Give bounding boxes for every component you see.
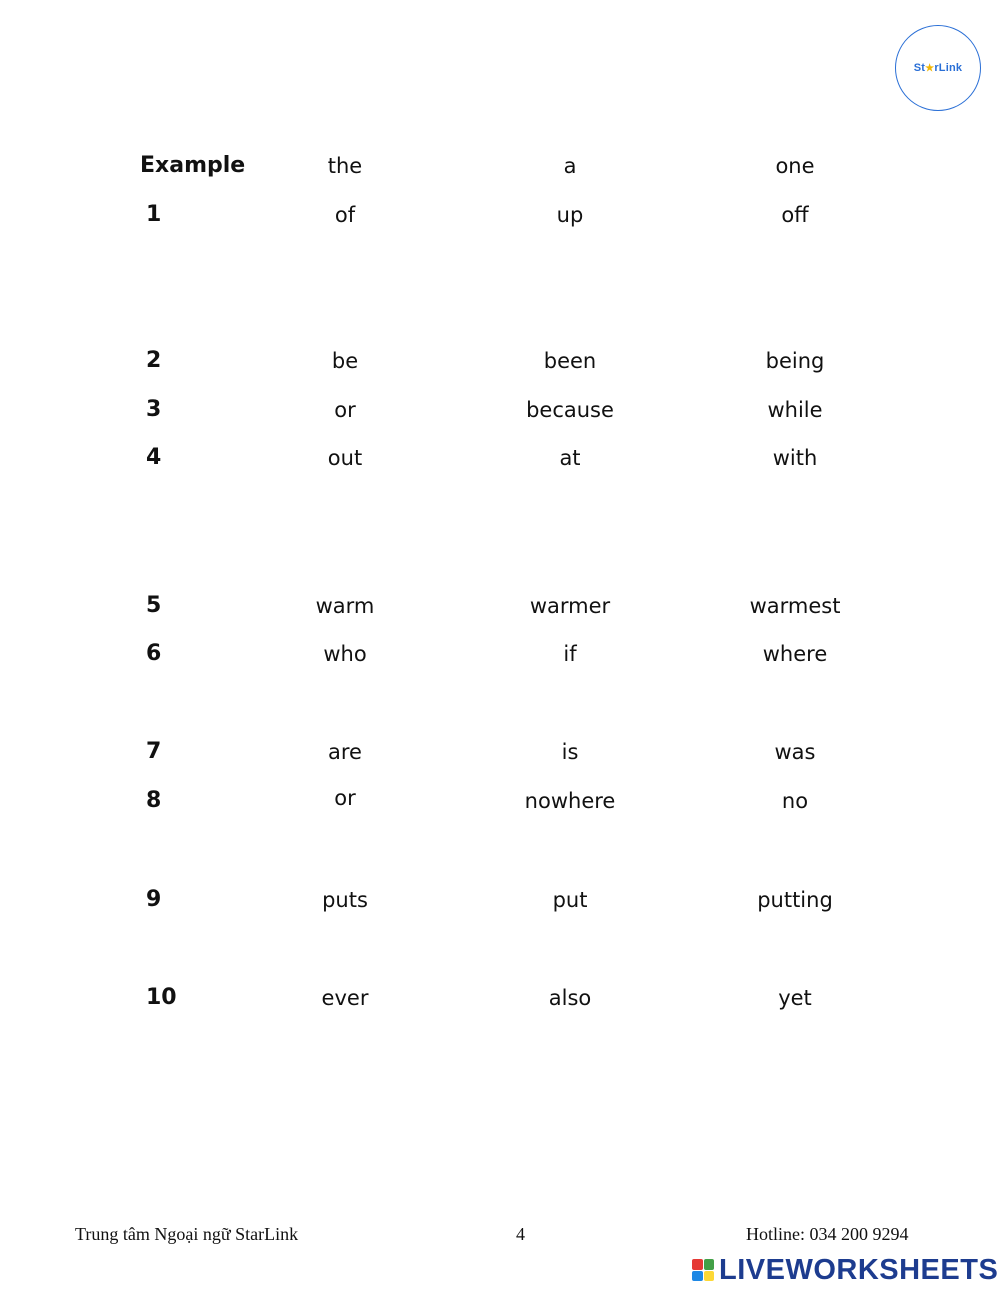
liveworksheets-icon — [692, 1259, 714, 1281]
word-option-3[interactable]: yet — [778, 986, 812, 1010]
word-option-2[interactable]: put — [552, 888, 588, 912]
word-option-2[interactable]: nowhere — [524, 789, 616, 813]
row-label: 9 — [146, 887, 162, 912]
row-label: 4 — [146, 445, 162, 470]
question-row-8 — [0, 783, 1000, 819]
word-option-3[interactable]: while — [767, 398, 823, 422]
word-option-1[interactable]: be — [331, 349, 359, 373]
word-option-2[interactable]: been — [543, 349, 597, 373]
word-option-1[interactable]: ever — [321, 986, 369, 1010]
word-option-3: one — [775, 154, 815, 178]
word-option-1[interactable]: are — [328, 740, 362, 764]
footer-center-name: Trung tâm Ngoại ngữ StarLink — [75, 1224, 299, 1244]
word-option-1[interactable]: out — [327, 446, 363, 470]
question-row-6 — [0, 636, 1000, 672]
word-option-1[interactable]: of — [334, 203, 356, 227]
question-row-7 — [0, 734, 1000, 770]
question-row-2 — [0, 343, 1000, 379]
word-option-2[interactable]: at — [559, 446, 581, 470]
row-label: 5 — [146, 593, 162, 618]
word-option-2[interactable]: also — [548, 986, 592, 1010]
starlink-logo — [895, 25, 981, 111]
word-option-2[interactable]: warmer — [529, 594, 611, 618]
liveworksheets-watermark — [692, 1253, 998, 1287]
page-number: 4 — [516, 1224, 525, 1244]
question-row-1 — [0, 197, 1000, 233]
logo-text-end: rLink — [934, 62, 963, 74]
word-option-3[interactable]: where — [762, 642, 828, 666]
row-label: 2 — [146, 348, 162, 373]
logo-text-start: St — [913, 62, 926, 74]
row-label: 6 — [146, 641, 162, 666]
word-option-1: the — [327, 154, 363, 178]
word-option-1[interactable]: puts — [322, 888, 368, 912]
row-label: 3 — [146, 397, 162, 422]
word-option-2[interactable]: if — [563, 642, 577, 666]
question-row-3 — [0, 392, 1000, 428]
star-icon: ★ — [925, 62, 935, 74]
row-label: 7 — [146, 739, 162, 764]
word-option-3[interactable]: with — [772, 446, 818, 470]
word-option-3[interactable]: no — [781, 789, 809, 813]
word-option-1[interactable]: or — [334, 398, 356, 422]
row-label: 1 — [146, 202, 162, 227]
word-option-3[interactable]: off — [781, 203, 809, 227]
example-row — [0, 148, 1000, 184]
word-option-3[interactable]: was — [774, 740, 816, 764]
row-label: 8 — [146, 788, 162, 813]
page-footer — [0, 1224, 1000, 1248]
word-option-3[interactable]: putting — [757, 888, 833, 912]
word-option-1[interactable]: who — [323, 642, 367, 666]
word-option-2[interactable]: is — [561, 740, 579, 764]
word-option-3[interactable]: warmest — [749, 594, 841, 618]
word-option-2[interactable]: up — [556, 203, 584, 227]
row-label: 10 — [146, 985, 177, 1010]
footer-hotline: Hotline: 034 200 9294 — [746, 1224, 909, 1244]
word-option-3[interactable]: being — [765, 349, 825, 373]
word-option-1[interactable]: warm — [315, 594, 375, 618]
question-row-10 — [0, 980, 1000, 1016]
liveworksheets-text: LIVEWORKSHEETS — [719, 1253, 999, 1286]
question-row-5 — [0, 588, 1000, 624]
word-option-1[interactable]: or — [334, 786, 356, 810]
word-option-2: a — [563, 154, 577, 178]
row-label: Example — [140, 153, 246, 178]
word-option-2[interactable]: because — [526, 398, 614, 422]
question-row-4 — [0, 440, 1000, 476]
question-row-9 — [0, 882, 1000, 918]
